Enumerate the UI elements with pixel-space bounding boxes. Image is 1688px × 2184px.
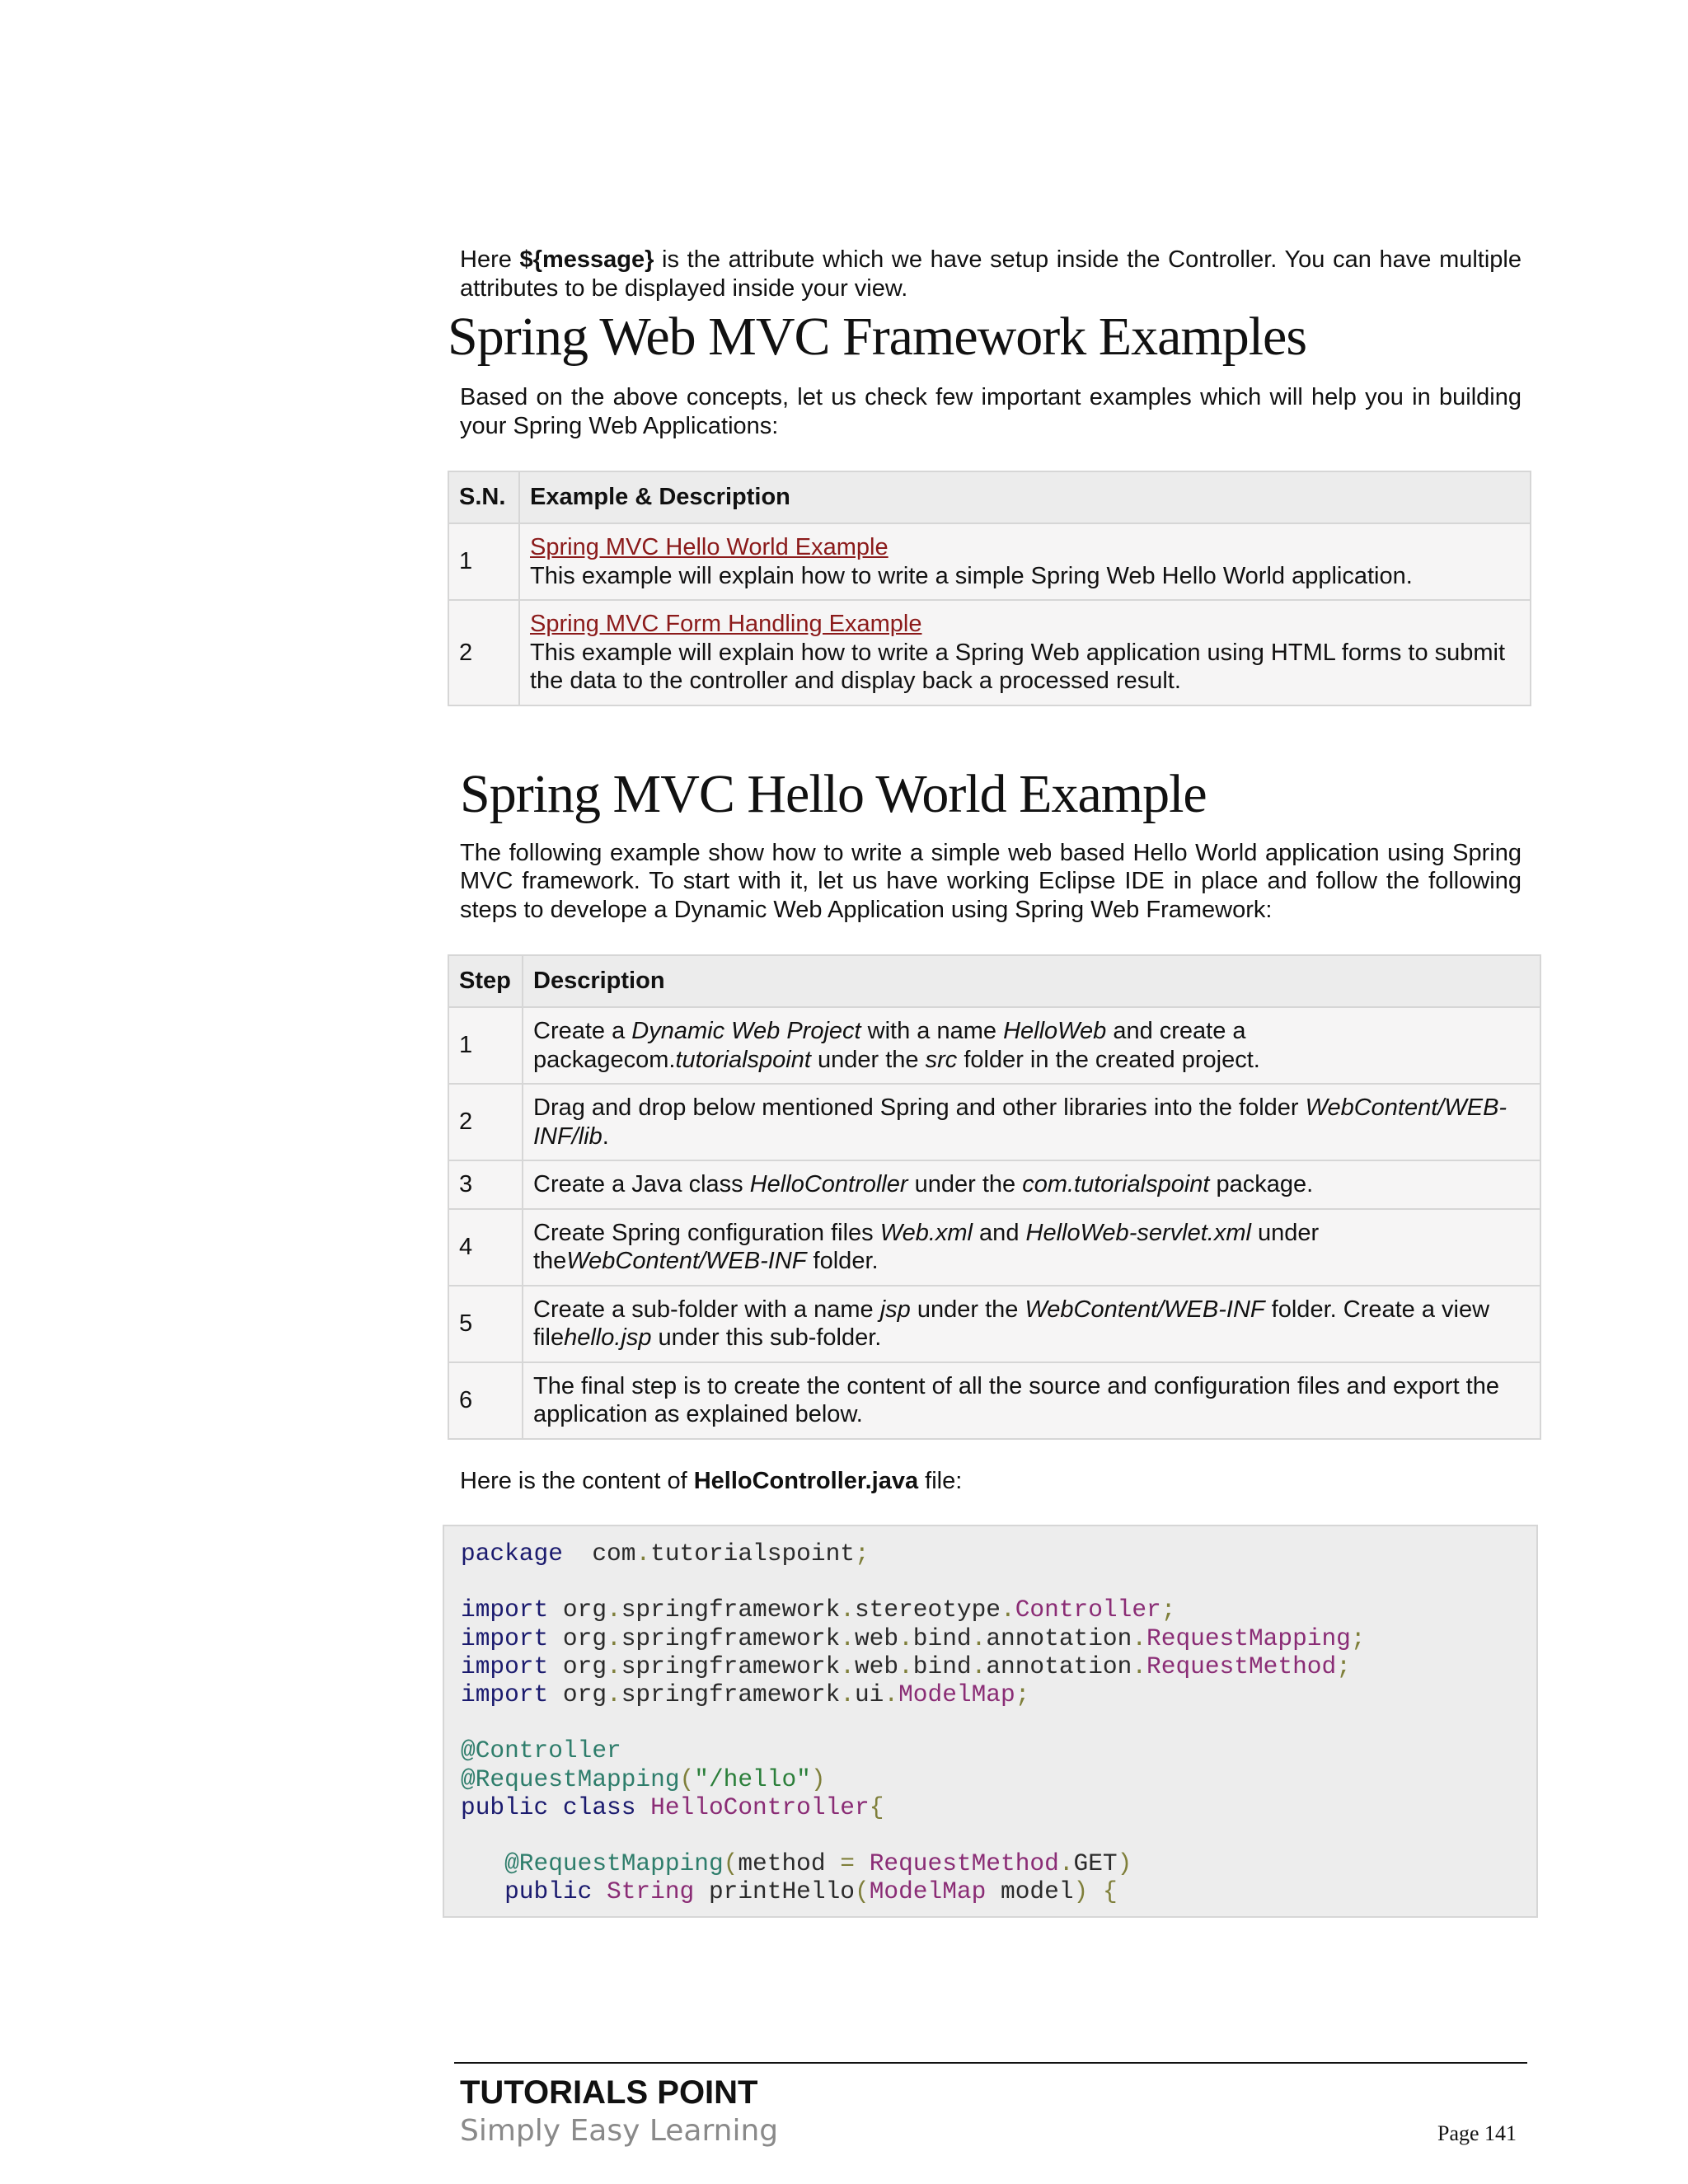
code-token: tutorialspoint bbox=[650, 1540, 855, 1568]
step-description bbox=[523, 1209, 1540, 1286]
code-token: . bbox=[884, 1680, 899, 1708]
code-token: . bbox=[607, 1624, 621, 1652]
code-line bbox=[461, 1708, 1520, 1736]
table-header-row bbox=[448, 955, 1540, 1007]
step-description bbox=[523, 1160, 1540, 1209]
code-token: springframework bbox=[621, 1652, 841, 1680]
text-run: package. bbox=[1209, 1171, 1314, 1197]
step-description bbox=[523, 1286, 1540, 1362]
table-row bbox=[448, 523, 1531, 600]
code-token: ; bbox=[1350, 1624, 1366, 1652]
example-link-form-handling[interactable]: Spring MVC Form Handling Example bbox=[530, 611, 922, 637]
italic-term: HelloWeb-servlet.xml bbox=[1025, 1219, 1251, 1246]
italic-term: com.tutorialspoint bbox=[1022, 1171, 1210, 1197]
code-token: ( bbox=[723, 1849, 738, 1878]
step-number: 5 bbox=[448, 1286, 523, 1362]
step-description bbox=[523, 1084, 1540, 1160]
col-header-description: Description bbox=[523, 955, 1540, 1007]
italic-term: hello.jsp bbox=[564, 1324, 652, 1351]
code-token: public bbox=[504, 1877, 593, 1906]
code-token: . bbox=[898, 1624, 913, 1652]
code-token: ModelMap bbox=[869, 1877, 987, 1906]
italic-term: WebContent/WEB-INF bbox=[566, 1248, 807, 1274]
code-token bbox=[461, 1849, 504, 1877]
code-token: model bbox=[986, 1877, 1074, 1906]
code-token: stereotype bbox=[854, 1596, 1001, 1624]
footer-title: TUTORIALS POINT bbox=[460, 2074, 758, 2111]
code-token: ; bbox=[1015, 1680, 1030, 1708]
row-number: 1 bbox=[448, 523, 519, 600]
code-token: springframework bbox=[621, 1624, 841, 1652]
content-filename: HelloController.java bbox=[693, 1467, 919, 1494]
intro-suffix: is the attribute which we have setup inside the Controller. You can have multiple attributes to be displayed inside your view. bbox=[460, 246, 1522, 302]
intro-paragraph bbox=[448, 246, 1544, 302]
text-run: Create a Java class bbox=[533, 1171, 750, 1197]
code-token: ( bbox=[679, 1765, 695, 1793]
code-token: ( bbox=[854, 1877, 870, 1906]
code-token: org bbox=[548, 1652, 607, 1680]
code-token: class bbox=[562, 1793, 636, 1821]
footer-subtitle: Simply Easy Learning bbox=[460, 2114, 779, 2148]
code-token: . bbox=[840, 1652, 855, 1680]
text-run: under the bbox=[910, 1296, 1025, 1323]
code-token: bind bbox=[912, 1652, 972, 1680]
code-token: String bbox=[607, 1877, 695, 1906]
code-token: . bbox=[607, 1596, 621, 1624]
text-run: and create a packagecom. bbox=[533, 1018, 1246, 1073]
code-token: import bbox=[461, 1624, 549, 1652]
table-row bbox=[448, 1084, 1540, 1160]
text-run: The final step is to create the content of all the source and configuration files and export the application as explained below. bbox=[533, 1372, 1499, 1427]
code-line bbox=[461, 1680, 1520, 1708]
step-number: 6 bbox=[448, 1362, 523, 1439]
code-token: annotation bbox=[986, 1624, 1132, 1652]
step-description bbox=[523, 1362, 1540, 1439]
code-token bbox=[1088, 1877, 1103, 1905]
example-cell bbox=[519, 600, 1531, 705]
italic-term: jsp bbox=[879, 1296, 911, 1323]
code-token: = bbox=[840, 1849, 855, 1878]
text-run: under the bbox=[533, 1219, 1320, 1274]
code-line bbox=[461, 1736, 1520, 1765]
text-run: Create a sub-folder with a name bbox=[533, 1296, 880, 1323]
code-line bbox=[461, 1793, 1520, 1821]
code-line bbox=[461, 1765, 1520, 1793]
code-token: . bbox=[971, 1624, 987, 1652]
text-run: under the bbox=[907, 1171, 1023, 1197]
code-token: RequestMethod bbox=[1146, 1652, 1337, 1680]
intro-prefix: Here bbox=[460, 246, 512, 273]
intro-message-attr: ${message} bbox=[519, 246, 654, 273]
italic-term: WebContent/WEB-INF/lib bbox=[533, 1094, 1507, 1150]
code-token: . bbox=[607, 1680, 621, 1708]
code-token: ModelMap bbox=[898, 1680, 1015, 1708]
step-description bbox=[523, 1007, 1540, 1084]
code-token: { bbox=[869, 1793, 884, 1821]
col-header-step: Step bbox=[448, 955, 523, 1007]
code-line bbox=[461, 1596, 1520, 1624]
row-number: 2 bbox=[448, 600, 519, 705]
example-description: This example will explain how to write a simple Spring Web Hello World application. bbox=[530, 562, 1413, 589]
code-token: ) bbox=[1073, 1877, 1089, 1906]
code-token: org bbox=[548, 1596, 607, 1624]
examples-table bbox=[448, 471, 1531, 706]
step-number: 4 bbox=[448, 1209, 523, 1286]
code-token: . bbox=[971, 1652, 987, 1680]
italic-term: Dynamic Web Project bbox=[631, 1018, 861, 1044]
code-token: method bbox=[738, 1849, 841, 1878]
text-run: folder. Create a view file bbox=[533, 1296, 1490, 1351]
italic-term: WebContent/WEB-INF bbox=[1025, 1296, 1265, 1323]
code-token: package bbox=[461, 1540, 563, 1568]
code-line bbox=[461, 1568, 1520, 1596]
table-row bbox=[448, 1209, 1540, 1286]
code-token: ) bbox=[1117, 1849, 1132, 1878]
code-token bbox=[592, 1877, 607, 1905]
text-run: Create a bbox=[533, 1018, 632, 1044]
code-token bbox=[461, 1877, 504, 1905]
table-row bbox=[448, 1007, 1540, 1084]
code-token: Controller bbox=[1015, 1596, 1161, 1624]
code-token: import bbox=[461, 1652, 549, 1680]
code-token bbox=[548, 1793, 563, 1821]
code-token: . bbox=[1001, 1596, 1015, 1624]
text-run: under the bbox=[810, 1046, 926, 1073]
text-run: folder in the created project. bbox=[957, 1046, 1260, 1073]
code-token: springframework bbox=[621, 1596, 841, 1624]
text-run: and bbox=[973, 1219, 1026, 1246]
code-token: @Controller bbox=[461, 1736, 621, 1765]
text-run: under this sub-folder. bbox=[651, 1324, 882, 1351]
table-row bbox=[448, 1362, 1540, 1439]
code-token: ; bbox=[854, 1540, 870, 1568]
code-line bbox=[461, 1624, 1520, 1652]
text-run: Create Spring configuration files bbox=[533, 1219, 880, 1246]
code-token: web bbox=[854, 1624, 899, 1652]
content-suffix: file: bbox=[918, 1467, 963, 1494]
example-link-hello-world[interactable]: Spring MVC Hello World Example bbox=[530, 534, 889, 560]
code-block bbox=[443, 1525, 1538, 1918]
code-token: . bbox=[898, 1652, 913, 1680]
example-description: This example will explain how to write a Spring Web application using HTML forms to submit the data to the controller and display back a processed result. bbox=[530, 639, 1506, 694]
code-token: "/hello" bbox=[694, 1765, 811, 1793]
code-token: import bbox=[461, 1680, 549, 1708]
code-token: org bbox=[548, 1680, 607, 1708]
code-token: ) bbox=[810, 1765, 826, 1793]
code-token: . bbox=[607, 1652, 621, 1680]
section-title-hello-world: Spring MVC Hello World Example bbox=[460, 763, 1207, 824]
page-number: Page 141 bbox=[1437, 2121, 1517, 2145]
italic-term: src bbox=[925, 1046, 958, 1073]
text-run: Drag and drop below mentioned Spring and other libraries into the folder bbox=[533, 1094, 1306, 1121]
step-number: 2 bbox=[448, 1084, 523, 1160]
col-header-sn: S.N. bbox=[448, 471, 519, 523]
italic-term: HelloWeb bbox=[1003, 1018, 1107, 1044]
text-run: with a name bbox=[860, 1018, 1004, 1044]
code-token: . bbox=[1132, 1624, 1147, 1652]
hello-world-paragraph: The following example show how to write a simple web based Hello World application using Spring MVC framework. To start with it, let us have working Eclipse IDE in place and follow the following steps to develope a Dynamic Web Application using Spring Web Framework: bbox=[460, 839, 1522, 923]
code-token: springframework bbox=[621, 1680, 841, 1708]
content-prefix: Here is the content of bbox=[460, 1467, 694, 1494]
italic-term: Web.xml bbox=[879, 1219, 973, 1246]
table-row bbox=[448, 1160, 1540, 1209]
code-token: . bbox=[1058, 1849, 1074, 1878]
steps-table bbox=[448, 954, 1541, 1440]
page-content bbox=[448, 246, 1544, 1918]
code-token: . bbox=[840, 1596, 855, 1624]
code-token: public bbox=[461, 1793, 549, 1821]
code-token: ui bbox=[854, 1680, 884, 1708]
code-token: . bbox=[635, 1540, 651, 1568]
code-token: . bbox=[840, 1680, 855, 1708]
code-line bbox=[461, 1849, 1520, 1877]
footer-divider bbox=[454, 2062, 1527, 2064]
italic-term: tutorialspoint bbox=[675, 1046, 811, 1073]
code-token bbox=[635, 1793, 650, 1821]
code-token: . bbox=[1132, 1652, 1147, 1680]
code-token: HelloController bbox=[650, 1793, 870, 1821]
example-cell bbox=[519, 523, 1531, 600]
examples-paragraph: Based on the above concepts, let us check few important examples which will help you in building your Spring Web Applications: bbox=[460, 384, 1522, 439]
code-token: bind bbox=[912, 1624, 972, 1652]
code-token: RequestMethod bbox=[869, 1849, 1059, 1878]
code-token: RequestMapping bbox=[1146, 1624, 1351, 1652]
code-line bbox=[461, 1652, 1520, 1680]
code-token: @RequestMapping bbox=[504, 1849, 724, 1878]
section-title-examples: Spring Web MVC Framework Examples bbox=[448, 307, 1307, 367]
content-intro-line bbox=[448, 1467, 1544, 1496]
text-run: folder. bbox=[806, 1248, 879, 1274]
code-token bbox=[855, 1849, 870, 1877]
code-token: printHello bbox=[694, 1877, 855, 1906]
code-token: @RequestMapping bbox=[461, 1765, 680, 1793]
code-line bbox=[461, 1540, 1520, 1568]
table-row bbox=[448, 1286, 1540, 1362]
code-token: ; bbox=[1336, 1652, 1351, 1680]
code-token: web bbox=[854, 1652, 899, 1680]
step-number: 3 bbox=[448, 1160, 523, 1209]
code-token: annotation bbox=[986, 1652, 1132, 1680]
table-header-row bbox=[448, 471, 1531, 523]
step-number: 1 bbox=[448, 1007, 523, 1084]
code-token: import bbox=[461, 1596, 549, 1624]
italic-term: HelloController bbox=[749, 1171, 908, 1197]
code-token: ; bbox=[1160, 1596, 1176, 1624]
code-line bbox=[461, 1877, 1520, 1905]
code-token: . bbox=[840, 1624, 855, 1652]
code-line bbox=[461, 1821, 1520, 1849]
code-token: org bbox=[548, 1624, 607, 1652]
code-token: { bbox=[1102, 1877, 1118, 1906]
code-token: GET bbox=[1073, 1849, 1118, 1878]
table-row bbox=[448, 600, 1531, 705]
text-run: . bbox=[602, 1122, 609, 1150]
col-header-example: Example & Description bbox=[519, 471, 1531, 523]
code-token: com bbox=[562, 1540, 636, 1568]
